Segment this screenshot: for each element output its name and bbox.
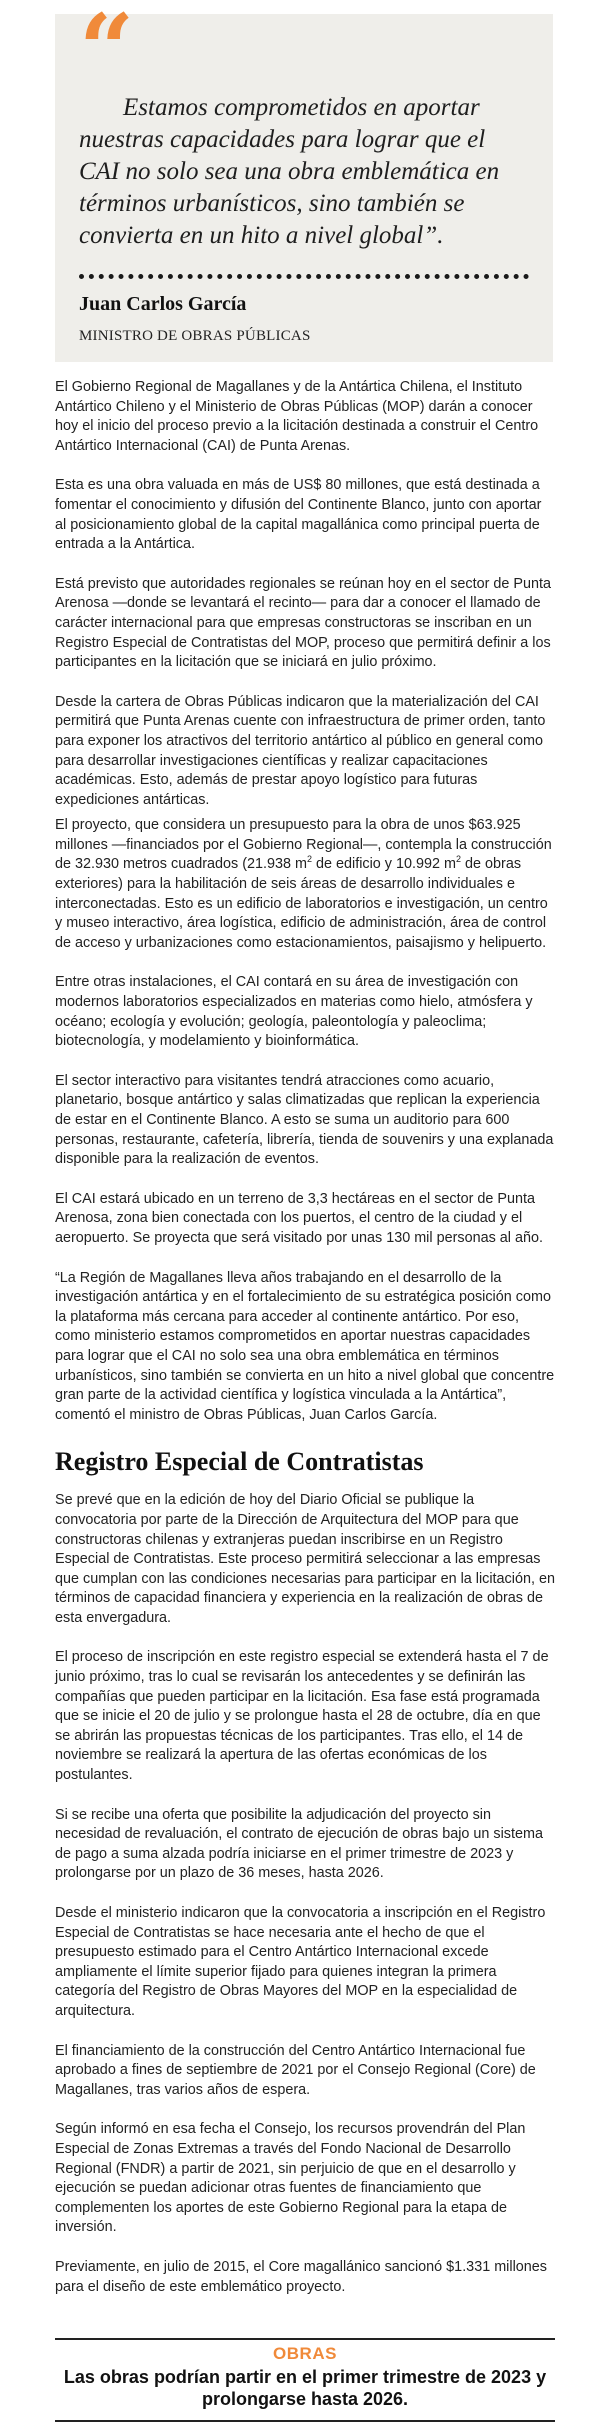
- superscript: 2: [307, 854, 313, 865]
- highlight-headline: Las obras podrían partir en el primer trimestre de 2023 y prolongarse hasta 2026.: [63, 2367, 547, 2409]
- quote-mark-icon: “: [79, 0, 129, 106]
- paragraph: Se prevé que en la edición de hoy del Diario Oficial se publique la convocatoria por parte de la Dirección de Arquitectura del MOP para que constructoras chilenas y extranjeras puedan inscribirse en un Registro Especial de Contratistas. Este proceso permitirá seleccionar a las empresas que cumplan con las condiciones necesarias para participar en la licitación, en términos de capacidad financiera y experiencia en la realización de obras de esta envergadura.: [55, 1492, 555, 1626]
- pull-quote-text: Estamos comprometidos en aportar nuestras capacidades para lograr que el CAI no solo sea una obra emblemática en términos urbanísticos, sino también se convierta en un hito a nivel global”.: [79, 94, 500, 249]
- divider: [55, 2338, 555, 2340]
- paragraph-segment: de obras exteriores) para la habilitación de seis áreas de desarrollo individuales e interconectadas. Esto es un edificio de laboratorios e investigación, un centro y museo interactivo, área logística, edificio de administración, área de control de acceso y urbanizaciones como estacionamientos, paisajismo y helipuerto.: [55, 856, 548, 951]
- quote-author-role: MINISTRO DE OBRAS PÚBLICAS: [79, 328, 311, 344]
- quote-author: Juan Carlos García: [79, 293, 247, 315]
- dotted-divider: [79, 274, 529, 279]
- paragraph-segment: de edificio y 10.992 m: [312, 856, 457, 873]
- paragraph: El financiamiento de la construcción del Centro Antártico Internacional fue aprobado a fines de septiembre de 2021 por el Consejo Regional (Core) de Magallanes, tras varios años de espera.: [55, 2042, 536, 2098]
- paragraph: El CAI estará ubicado en un terreno de 3,3 hectáreas en el sector de Punta Arenosa, zona bien conectada con los puertos, el centro de la ciudad y el aeropuerto. Se proyecta que será visitado por unas 130 mil personas al año.: [55, 1190, 543, 1246]
- paragraph: Si se recibe una oferta que posibilite la adjudicación del proyecto sin necesidad de revaluación, el contrato de ejecución de obras bajo un sistema de pago a suma alzada podría iniciarse en el primer trimestre de 2023 y prolongarse por un plazo de 36 meses, hasta 2026.: [55, 1806, 543, 1882]
- paragraph: Está previsto que autoridades regionales se reúnan hoy en el sector de Punta Arenosa —donde se levantará el recinto— para dar a conocer el llamado de carácter internacional para que empresas constructoras se inscriban en un Registro Especial de Contratistas del MOP, proceso que permitirá definir a los participantes en la licitación que se iniciará en julio próximo.: [55, 575, 551, 671]
- paragraph: El proceso de inscripción en este registro especial se extenderá hasta el 7 de junio próximo, tras lo cual se revisarán los antecedentes y se definirán las compañías que pueden participar en la licitación. Esa fase está programada que se inicie el 20 de julio y se prolongue hasta el 28 de octubre, día en que se abrirán las propuestas técnicas de los participantes. Tras ello, el 14 de noviembre se realizará la apertura de las ofertas económicas de los postulantes.: [55, 1649, 549, 1784]
- section-heading: Registro Especial de Contratistas: [55, 1447, 424, 1477]
- paragraph: Desde la cartera de Obras Públicas indicaron que la materialización del CAI permitirá que Punta Arenas cuente con infraestructura de primer orden, tanto para exponer los atractivos del territorio antártico al público en general como para desarrollar investigaciones científicas y realizar capacitaciones académicas. Esto, además de prestar apoyo logístico para futuras expediciones antárticas.: [55, 693, 546, 808]
- article-body: [55, 378, 555, 2317]
- paragraph: [55, 816, 555, 953]
- paragraph: Entre otras instalaciones, el CAI contará en su área de investigación con modernos laboratorios especializados en materias como hielo, atmósfera y océano; ecología y evolución; geología, paleontología y paleoclima; biotecnología, y modelamiento y bioinformática.: [55, 974, 533, 1050]
- paragraph: Esta es una obra valuada en más de US$ 80 millones, que está destinada a fomentar el conocimiento y difusión del Continente Blanco, junto con aportar al posicionamiento global de la capital magallánica como principal puerta de entrada a la Antártica.: [55, 477, 542, 553]
- highlight-box: [55, 2338, 555, 2422]
- paragraph: El Gobierno Regional de Magallanes y de la Antártica Chilena, el Instituto Antártico Chileno y el Ministerio de Obras Públicas (MOP) darán a conocer hoy el inicio del proceso previo a la licitación destinada a construir el Centro Antártico Internacional (CAI) de Punta Arenas.: [55, 379, 539, 454]
- paragraph: El sector interactivo para visitantes tendrá atracciones como acuario, planetario, bosque antártico y salas climatizadas que replican la experiencia de estar en el Continente Blanco. A esto se suma un auditorio para 600 personas, restaurante, cafetería, librería, tienda de souvenirs y una explanada disponible para la realización de eventos.: [55, 1072, 554, 1168]
- highlight-kicker: OBRAS: [273, 2344, 337, 2363]
- divider: [55, 2420, 555, 2422]
- paragraph-segment: El proyecto, que considera un presupuesto para la obra de unos $63.925 millones —financiados por el Gobierno Regional—, contempla la construcción de 32.930 metros cuadrados (21.938 m: [55, 817, 552, 873]
- paragraph: “La Región de Magallanes lleva años trabajando en el desarrollo de la investigación antártica y en el fortalecimiento de su estratégica posición como la plataforma más cercana para acceder al continente antártico. Por eso, como ministerio estamos comprometidos en aportar nuestras capacidades para lograr que el CAI no solo sea una obra emblemática en términos urbanísticos, sino también se convierta en un hito a nivel global que concentre gran parte de la actividad científica y logística vinculada a la Antártica”, comentó el ministro de Obras Públicas, Juan Carlos García.: [55, 1269, 555, 1423]
- superscript: 2: [456, 854, 462, 865]
- pull-quote-box: [55, 0, 553, 362]
- paragraph: Según informó en esa fecha el Consejo, los recursos provendrán del Plan Especial de Zonas Extremas a través del Fondo Nacional de Desarrollo Regional (FNDR) a partir de 2021, sin perjuicio de que en el desarrollo y ejecución se puedan adicionar otras fuentes de financiamiento que complementen los aportes de este Gobierno Regional para la etapa de inversión.: [55, 2121, 526, 2236]
- paragraph: Desde el ministerio indicaron que la convocatoria a inscripción en el Registro Especial de Contratistas se hace necesaria ante el hecho de que el presupuesto estimado para el Centro Antártico Internacional excede ampliamente el límite superior fijado para quienes integran la primera categoría del Registro de Obras Mayores del MOP en la especialidad de arquitectura.: [55, 1905, 546, 2019]
- paragraph: Previamente, en julio de 2015, el Core magallánico sancionó $1.331 millones para el diseño de este emblemático proyecto.: [55, 2258, 547, 2295]
